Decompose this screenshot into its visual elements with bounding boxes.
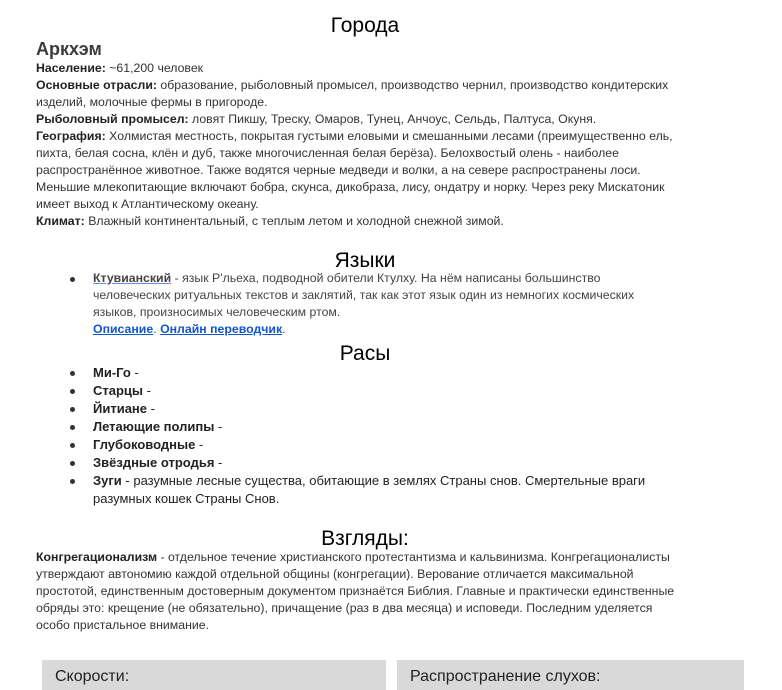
- views-text: - отдельное течение христианского протестантизма и кальвинизма. Конгрегационалисты утверждают автономию каждой отдельной общины (конгрегации). Верование отличается максимальной простотой, единственным достоверным документом признаётся Библия. Главные и практически единственные обряды это: крещение (не обязательно), причащение (раз в два месяца) и исповеди. Последним уделяется особо пристальное внимание.: [36, 550, 675, 632]
- race-name: Глубоководные: [93, 437, 196, 452]
- races-list: [68, 364, 668, 508]
- bullet-icon: [70, 407, 75, 412]
- views-heading: Взгляды:: [321, 527, 409, 550]
- rumors-panel: [397, 660, 744, 690]
- list-item: [68, 472, 668, 508]
- bullet-icon: [70, 461, 75, 466]
- race-desc: - разумные лесные существа, обитающие в землях Страны снов. Смертельные враги разумных кошек Страны Снов.: [93, 473, 646, 506]
- race-name: Йитиане: [93, 401, 148, 416]
- list-item: [68, 418, 668, 436]
- city-name: Аркхэм: [36, 39, 102, 59]
- link-separator: .: [153, 322, 161, 336]
- industries-line: [36, 77, 676, 111]
- language-text: - язык Р'льеха, подводной обители Ктулху. На нём написаны большинство человеческих ритуальных текстов и заклятий, так как этот язык один из немногих космических языков, произносимых человеческим ртом.: [93, 271, 635, 319]
- speeds-panel-title: Скорости:: [55, 668, 130, 685]
- race-desc: -: [143, 383, 151, 398]
- geography-line: [36, 128, 676, 213]
- climate-label: Климат:: [36, 214, 85, 228]
- population-label: Население:: [36, 61, 106, 75]
- population-value: ~61,200 человек: [105, 61, 204, 75]
- views-paragraph: [36, 549, 676, 634]
- link-end: .: [282, 322, 286, 336]
- bullet-icon: [70, 443, 75, 448]
- bullet-icon: [70, 479, 75, 484]
- list-item: [68, 382, 668, 400]
- list-item: [68, 454, 668, 472]
- geography-value: Холмистая местность, покрытая густыми еловыми и смешанными лесами (преимущественно ель, пихта, белая сосна, клён и дуб, также многочисленная белая берёза). Белохвостый олень - наиболее распространённое животное. Также водятся черные медведи и волки, а на севере распространены лоси. Меньшие млекопитающие включают бобра, скунса, дикобраза, лису, ондатру и норку. Через реку Мискатоник имеет выход к Атлантическому океану.: [36, 129, 673, 211]
- bullet-icon: [70, 389, 75, 394]
- bullet-icon: [70, 371, 75, 376]
- bullet-icon: [70, 277, 75, 282]
- industries-value: образование, рыболовный промысел, производство чернил, производство кондитерских изделий, молочные фермы в пригороде.: [36, 78, 669, 109]
- bullet-icon: [70, 425, 75, 430]
- race-desc: -: [214, 419, 223, 434]
- industries-label: Основные отрасли:: [36, 78, 157, 92]
- races-heading: Расы: [339, 342, 391, 365]
- rumors-panel-title: Распространение слухов:: [410, 668, 601, 685]
- languages-heading: Языки: [334, 249, 396, 272]
- list-item: [68, 436, 668, 454]
- list-item: [68, 270, 668, 338]
- views-term: Конгрегационализм: [36, 550, 158, 564]
- cities-heading: Города: [330, 14, 400, 37]
- online-translator-link[interactable]: Онлайн переводчик: [160, 322, 283, 336]
- climate-line: [36, 213, 676, 230]
- fishing-line: [36, 111, 676, 128]
- race-desc: -: [195, 437, 204, 452]
- speeds-panel: [42, 660, 386, 690]
- languages-list: [68, 270, 668, 338]
- fishing-value: ловят Пикшу, Треску, Омаров, Тунец, Анчоус, Сельдь, Палтуса, Окуня.: [188, 112, 597, 126]
- race-desc: -: [130, 365, 139, 380]
- list-item: [68, 364, 668, 382]
- language-term: Ктувианский: [93, 271, 172, 285]
- fishing-label: Рыболовный промысел:: [36, 112, 189, 126]
- race-name: Летающие полипы: [93, 419, 215, 434]
- climate-value: Влажный континентальный, с теплым летом и холодной снежной зимой.: [84, 214, 504, 228]
- description-link[interactable]: Описание: [93, 322, 154, 336]
- race-name: Ми-Го: [93, 365, 131, 380]
- geography-label: География:: [36, 129, 106, 143]
- population-line: [36, 60, 676, 77]
- race-name: Звёздные отродья: [93, 455, 215, 470]
- race-desc: -: [214, 455, 223, 470]
- race-name: Зуги: [93, 473, 122, 488]
- list-item: [68, 400, 668, 418]
- race-desc: -: [147, 401, 155, 416]
- race-name: Старцы: [93, 383, 144, 398]
